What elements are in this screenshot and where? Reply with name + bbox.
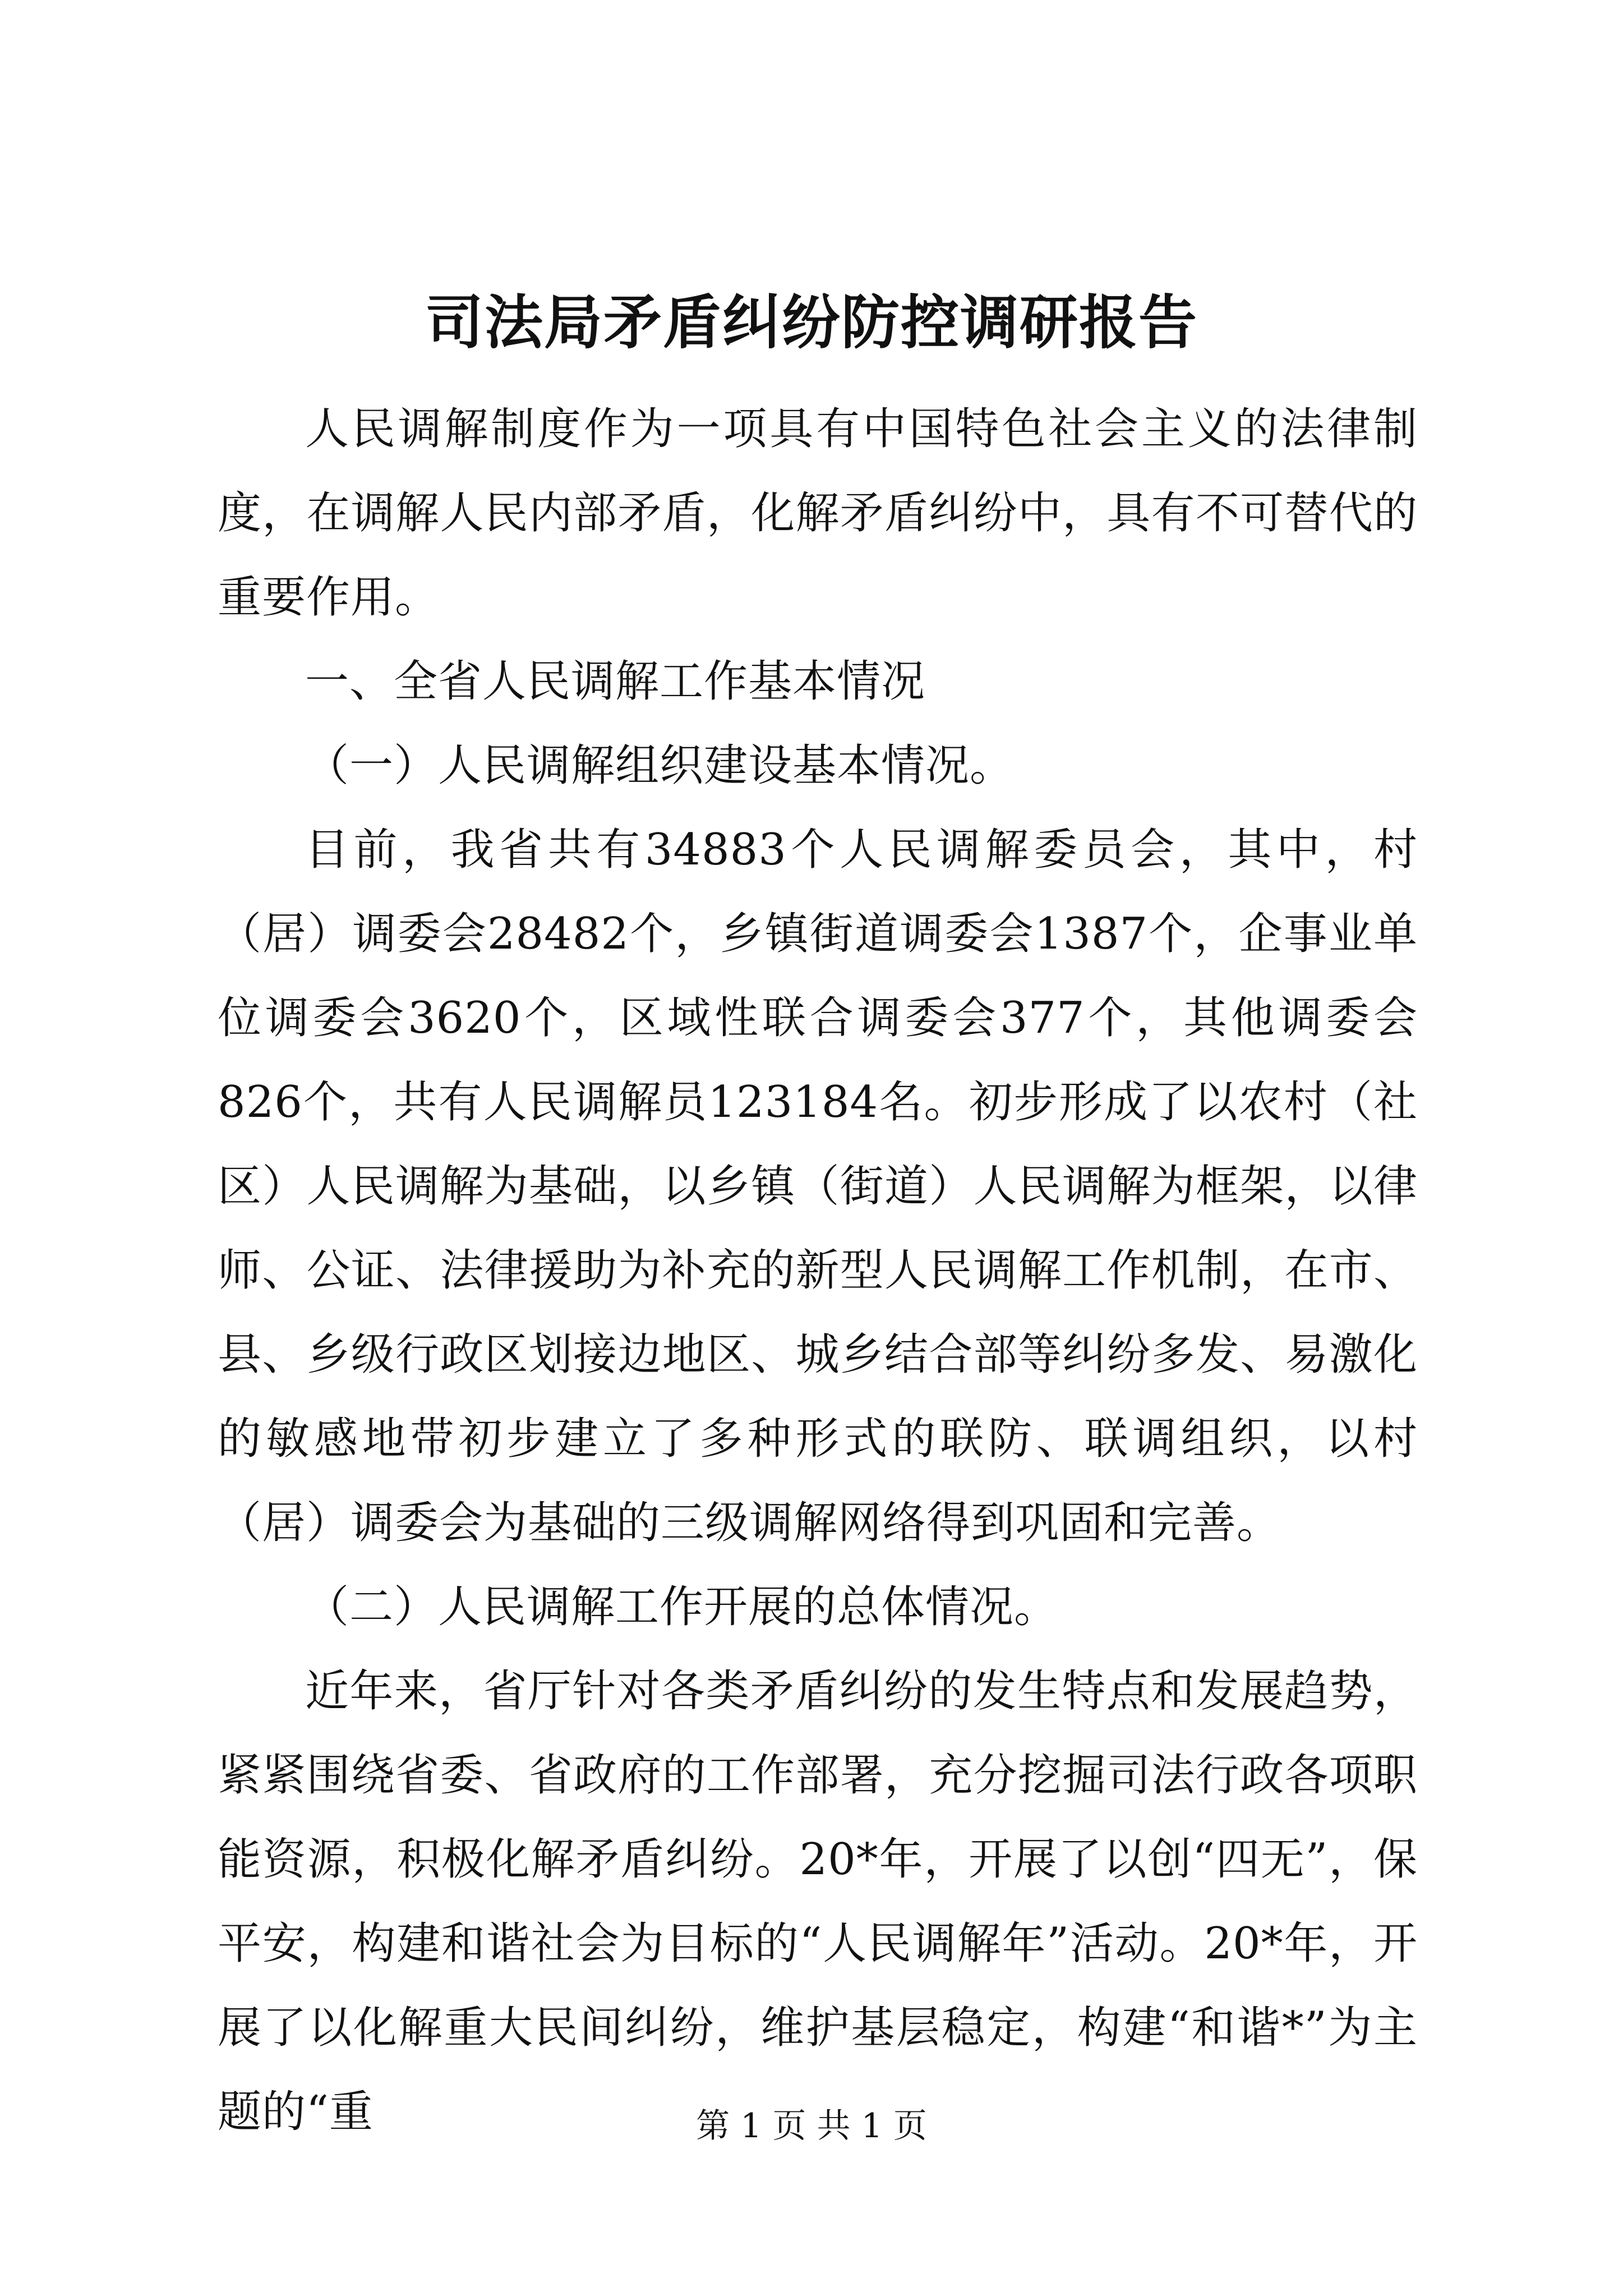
subsection-heading-2: （二）人民调解工作开展的总体情况。 <box>305 1582 1059 1632</box>
body-paragraph-2: 近年来，省厅针对各类矛盾纠纷的发生特点和发展趋势，紧紧围绕省委、省政府的工作部署，充分挖掘司法行政各项职能资源，积极化解矛盾纠纷。20*年，开展了以创“四无”，保平安，构建和谐社会为目标的“人民调解年”活动。20*年，开展了以化解重大民间纠纷，维护基层稳定，构建“和谐*”为主题的“重 <box>218 1666 1418 2137</box>
page-footer: 第 1 页 共 1 页 <box>696 2106 927 2146</box>
subsection-heading-1: （一）人民调解组织建设基本情况。 <box>305 740 1015 791</box>
document-title: 司法局矛盾纠纷防控调研报告 <box>425 288 1198 357</box>
body-paragraph-1: 目前，我省共有34883个人民调解委员会，其中，村（居）调委会28482个，乡镇街道调委会1387个，企事业单位调委会3620个，区域性联合调委会377个，其他调委会826个，共有人民调解员123184名。初步形成了以农村（社区）人民调解为基础，以乡镇（街道）人民调解为框架，以律师、公证、法律援助为补充的新型人民调解工作机制，在市、县、乡级行政区划接边地区、城乡结合部等纠纷多发、易激化的敏感地带初步建立了多种形式的联防、联调组织，以村（居）调委会为基础的三级调解网络得到巩固和完善。 <box>218 825 1418 1548</box>
section-heading-1: 一、全省人民调解工作基本情况 <box>305 656 926 707</box>
document-body <box>218 387 1418 2154</box>
intro-paragraph: 人民调解制度作为一项具有中国特色社会主义的法律制度，在调解人民内部矛盾，化解矛盾纠纷中，具有不可替代的重要作用。 <box>218 404 1418 623</box>
